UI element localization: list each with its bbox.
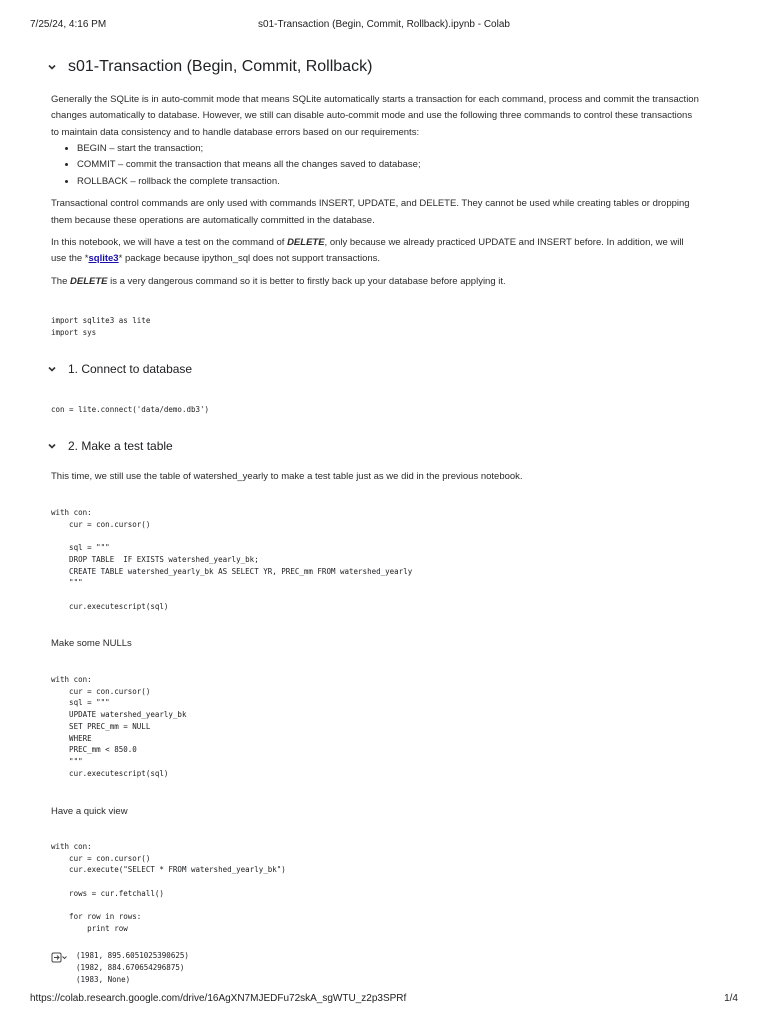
code-cell-select[interactable]: with con: cur = con.cursor() cur.execute("SELECT * FROM watershed_yearly_bk") rows = cur.fetchall() for row in rows: print row	[51, 842, 286, 933]
section-connect[interactable]	[46, 362, 192, 376]
chevron-down-icon[interactable]	[46, 363, 58, 375]
code-cell-connect[interactable]: con = lite.connect('data/demo.db3')	[51, 405, 210, 414]
print-title: s01-Transaction (Begin, Commit, Rollback).ipynb - Colab	[258, 19, 510, 30]
page-number: 1/4	[724, 993, 738, 1004]
delete-intro-paragraph: In this notebook, we will have a test on the command of DELETE, only because we already practiced UPDATE and INSERT before. In addition, we will use the *sqlite3* package because ipython_sql does not support transactions.	[51, 236, 684, 265]
intro-paragraph: Generally the SQLite is in auto-commit mode that means SQLite automatically starts a transaction for each command, process and commit the transaction changes automatically to database. However, we still can disable auto-commit mode and use the following three commands to control these transactions to maintain data consistency and to handle database errors based on our requirements:	[51, 94, 699, 138]
section-test-table[interactable]	[46, 439, 173, 453]
list-item: • BEGIN – start the transaction;	[77, 141, 701, 158]
test-table-paragraph: This time, we still use the table of watershed_yearly to make a test table just as we did in the previous notebook.	[51, 471, 523, 482]
sqlite3-link[interactable]: sqlite3	[88, 253, 119, 265]
transaction-paragraph: Transactional control commands are only used with commands INSERT, UPDATE, and DELETE. They cannot be used while creating tables or dropping them because these operations are automatically committed in the database.	[51, 198, 690, 226]
markdown-cell-test-table[interactable]	[51, 469, 701, 485]
nulls-text: Make some NULLs	[51, 638, 132, 649]
code-cell-imports[interactable]: import sqlite3 as lite import sys	[51, 316, 151, 337]
markdown-cell-nulls[interactable]	[51, 636, 701, 652]
notebook-title-section[interactable]	[46, 58, 372, 76]
list-item: • COMMIT – commit the transaction that means all the changes saved to database;	[77, 157, 701, 174]
cell-output: (1981, 895.6051025390625) (1982, 884.670654296875) (1983, None)	[76, 951, 189, 984]
output-toggle-icon[interactable]	[51, 951, 67, 963]
notebook-title: s01-Transaction (Begin, Commit, Rollback)	[68, 58, 373, 75]
delete-warning-paragraph: The DELETE is a very dangerous command so it is better to firstly back up your database before applying it.	[51, 275, 506, 287]
print-date: 7/25/24, 4:16 PM	[30, 19, 107, 30]
list-item: • ROLLBACK – rollback the complete transaction.	[77, 174, 701, 191]
chevron-down-icon[interactable]	[46, 440, 58, 452]
section-title: 1. Connect to database	[68, 362, 193, 376]
delete-emphasis: DELETE	[70, 275, 108, 287]
print-footer	[30, 993, 738, 1007]
command-list	[51, 141, 701, 191]
delete-emphasis: DELETE	[287, 236, 325, 248]
code-cell-create-table[interactable]: with con: cur = con.cursor() sql = """ DROP TABLE IF EXISTS watershed_yearly_bk; CREATE TABLE watershed_yearly_bk AS SELECT YR, PREC_mm FROM watershed_yearly """ cur.executescript(sql)	[51, 508, 413, 611]
chevron-down-icon[interactable]	[46, 61, 58, 73]
print-url: https://colab.research.google.com/drive/16AgXN7MJEDFu72skA_sgWTU_z2p3SPRf	[30, 993, 407, 1004]
markdown-cell-view[interactable]	[51, 804, 701, 820]
markdown-cell-intro[interactable]	[51, 92, 701, 290]
view-text: Have a quick view	[51, 806, 128, 817]
code-cell-update[interactable]: with con: cur = con.cursor() sql = """ UPDATE watershed_yearly_bk SET PREC_mm = NULL WHERE PREC_mm < 850.0 """ cur.executescript(sql)	[51, 675, 187, 778]
section-title: 2. Make a test table	[68, 439, 173, 453]
print-header	[30, 19, 738, 33]
